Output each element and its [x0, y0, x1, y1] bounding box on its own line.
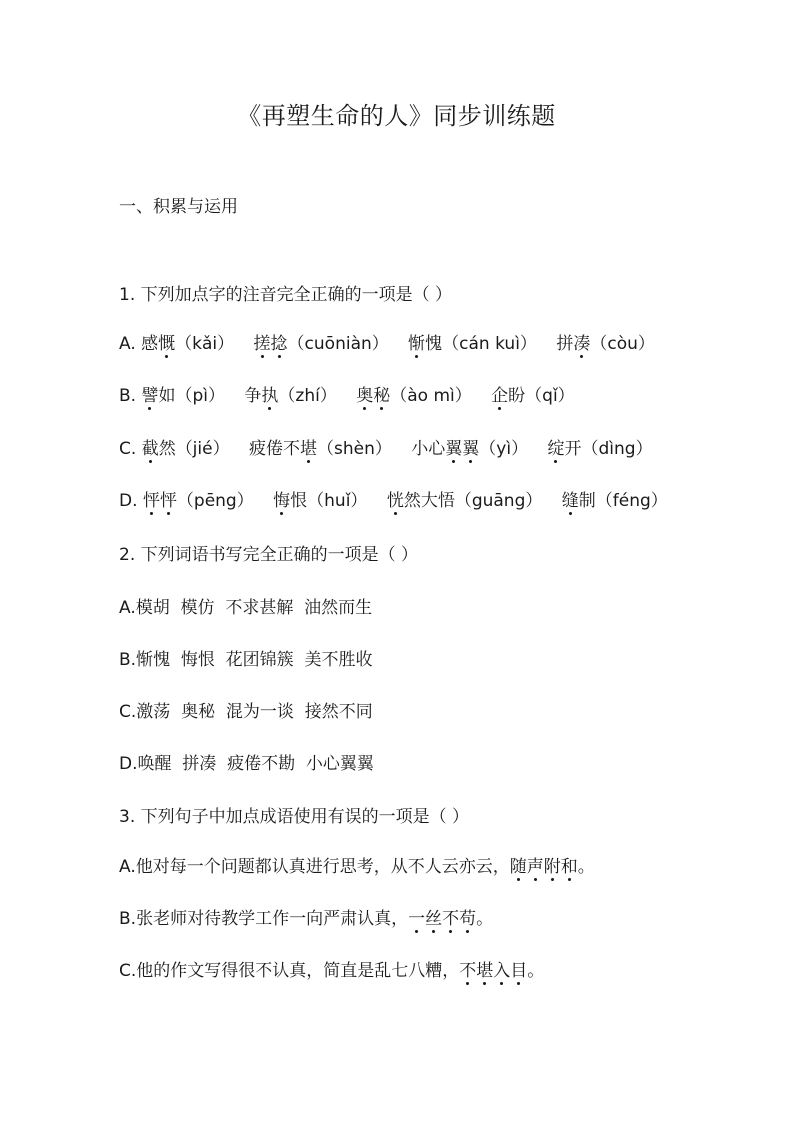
question-2-stem: 2. 下列词语书写完全正确的一项是（ ） — [119, 545, 419, 565]
dotted-idiom: 随声附和 — [510, 857, 578, 877]
option-item: 小心翼翼（yì） — [411, 439, 528, 459]
pinyin: （shèn） — [317, 439, 392, 459]
question-3-stem: 3. 下列句子中加点成语使用有误的一项是（ ） — [119, 807, 470, 827]
option-label: B. — [119, 386, 137, 406]
pinyin: （yì） — [479, 439, 529, 459]
pinyin: （qǐ） — [525, 386, 575, 406]
option-item — [254, 334, 389, 354]
dotted-char: 悔 — [273, 486, 290, 511]
option-item: 譬如（pì） — [141, 386, 225, 406]
question-2-option-a: A.模胡 模仿 不求甚解 油然而生 — [119, 598, 373, 618]
pinyin: （kǎi） — [175, 334, 235, 354]
question-2-option-c: C.激荡 奥秘 混为一谈 接然不同 — [119, 702, 373, 722]
pinyin: （zhí） — [278, 386, 337, 406]
question-1-option-d — [119, 486, 668, 511]
dotted-char: 缝 — [562, 486, 579, 511]
pinyin: （cán kuì） — [442, 334, 537, 354]
option-item: 绽开（dìng） — [547, 439, 652, 459]
option-item: 恍然大悟（guāng） — [387, 491, 543, 511]
dotted-char: 绽 — [547, 434, 564, 459]
dotted-char: 翼翼 — [445, 439, 479, 459]
dotted-char: 奥秘 — [356, 386, 390, 406]
question-2-option-b: B.惭愧 悔恨 花团锦簇 美不胜收 — [119, 650, 373, 670]
pinyin: （huǐ） — [307, 491, 368, 511]
dotted-idiom: 一丝不苟 — [408, 909, 476, 929]
question-2-option-d: D.唤醒 拼凑 疲倦不勘 小心翼翼 — [119, 754, 374, 774]
question-1-option-c — [119, 434, 653, 459]
dotted-char: 惭 — [408, 329, 425, 354]
question-1-option-b — [119, 381, 575, 406]
pinyin: （pēng） — [176, 491, 254, 511]
dotted-char: 恍 — [387, 486, 404, 511]
option-item: 争执（zhí） — [244, 386, 336, 406]
pinyin: （cuōniàn） — [287, 334, 389, 354]
pinyin: （pì） — [175, 386, 225, 406]
option-item: 缝制（féng） — [562, 491, 668, 511]
dotted-char: 企 — [491, 381, 508, 406]
option-item: 截然（jié） — [142, 439, 230, 459]
question-1-stem: 1. 下列加点字的注音完全正确的一项是（ ） — [119, 285, 453, 305]
page-title: 《再塑生命的人》同步训练题 — [237, 102, 556, 130]
option-label: C. — [119, 439, 137, 459]
question-3-option-c: C.他的作文写得很不认真，简直是乱七八糟，不堪入目。 — [119, 956, 544, 981]
dotted-char: 凑 — [573, 329, 590, 354]
question-3-option-a: A.他对每一个问题都认真进行思考，从不人云亦云，随声附和。 — [119, 852, 595, 877]
option-item: 惭愧（cán kuì） — [408, 334, 537, 354]
pinyin: （guāng） — [454, 491, 543, 511]
dotted-char: 执 — [261, 381, 278, 406]
pinyin: （ào mì） — [390, 386, 472, 406]
option-item — [356, 386, 472, 406]
pinyin: （jié） — [175, 439, 230, 459]
option-item: 悔恨（huǐ） — [273, 491, 367, 511]
dotted-char: 怦怦 — [143, 491, 177, 511]
dotted-idiom: 不堪入目 — [459, 961, 527, 981]
dotted-char: 截 — [142, 434, 159, 459]
option-item: 疲倦不堪（shèn） — [249, 439, 392, 459]
pinyin: （féng） — [595, 491, 668, 511]
option-label: A. — [119, 334, 136, 354]
option-item: 感慨（kǎi） — [141, 334, 234, 354]
dotted-char: 譬 — [141, 381, 158, 406]
dotted-char: 堪 — [300, 434, 317, 459]
option-item: 企盼（qǐ） — [491, 386, 575, 406]
option-item — [143, 491, 254, 511]
option-item: 拼凑（còu） — [556, 334, 655, 354]
section-heading: 一、积累与运用 — [119, 197, 238, 217]
question-3-option-b: B.张老师对待教学工作一向严肃认真，一丝不苟。 — [119, 904, 493, 929]
option-label: D. — [119, 491, 138, 511]
dotted-char: 搓捻 — [254, 334, 288, 354]
question-1-option-a — [119, 329, 655, 354]
pinyin: （còu） — [590, 334, 655, 354]
pinyin: （dìng） — [581, 439, 653, 459]
dotted-char: 慨 — [158, 329, 175, 354]
